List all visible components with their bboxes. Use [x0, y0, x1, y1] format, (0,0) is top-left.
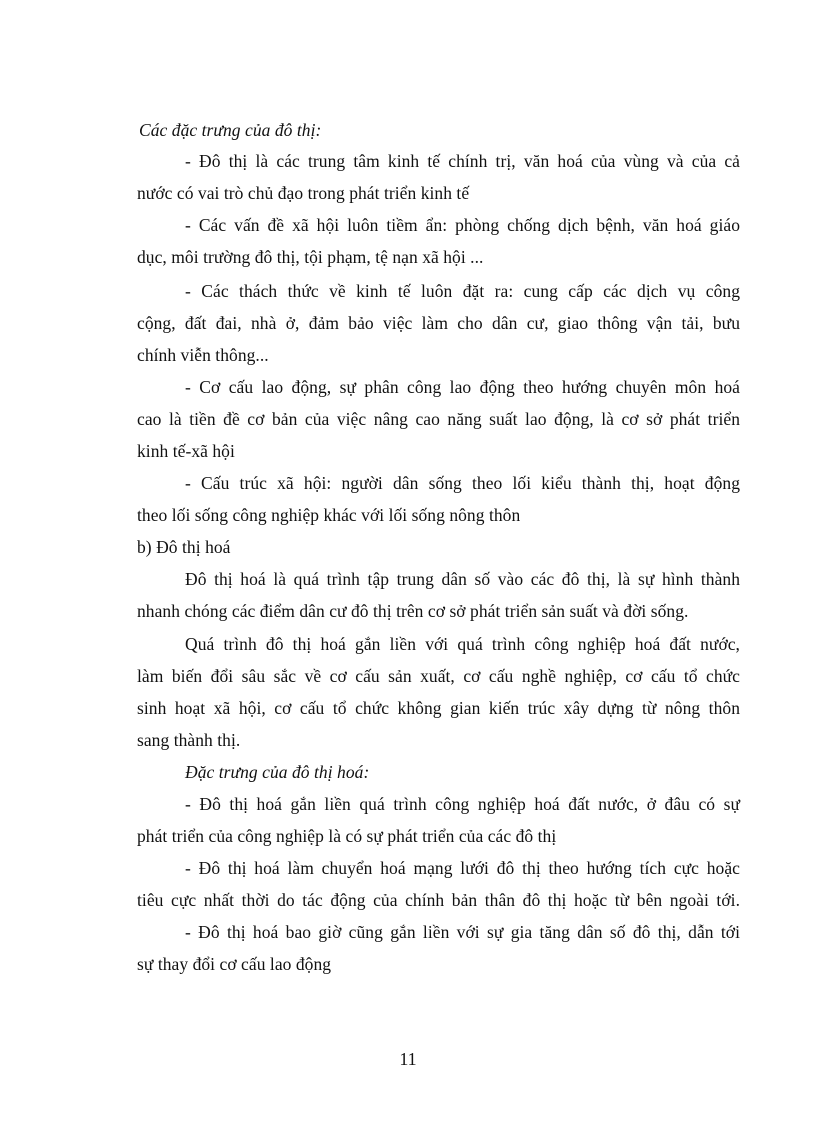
- paragraph-line: - Đô thị là các trung tâm kinh tế chính trị, văn hoá của vùng và của cả: [185, 151, 740, 171]
- paragraph-line: theo lối sống công nghiệp khác với lối sống nông thôn: [137, 505, 521, 525]
- paragraph-line: kinh tế-xã hội: [137, 441, 235, 461]
- paragraph-line: - Các thách thức về kinh tế luôn đặt ra: cung cấp các dịch vụ công: [185, 281, 740, 301]
- section-heading-urban-characteristics: Các đặc trưng của đô thị:: [139, 120, 322, 140]
- paragraph-line: phát triển của công nghiệp là có sự phát triển của các đô thị: [137, 826, 557, 846]
- paragraph-line: làm biến đổi sâu sắc về cơ cấu sản xuất, cơ cấu nghề nghiệp, cơ cấu tổ chức: [137, 666, 740, 686]
- paragraph-line: - Cấu trúc xã hội: người dân sống theo lối kiểu thành thị, hoạt động: [185, 473, 740, 493]
- paragraph-line: Quá trình đô thị hoá gắn liền với quá trình công nghiệp hoá đất nước,: [185, 634, 740, 654]
- paragraph-line: tiêu cực nhất thời do tác động của chính bản thân đô thị hoặc từ bên ngoài tới.: [137, 890, 740, 910]
- paragraph-line: cộng, đất đai, nhà ở, đảm bảo việc làm cho dân cư, giao thông vận tải, bưu: [137, 313, 740, 333]
- paragraph-line: nước có vai trò chủ đạo trong phát triển kinh tế: [137, 183, 470, 203]
- paragraph-line: nhanh chóng các điểm dân cư đô thị trên cơ sở phát triển sản suất và đời sống.: [137, 601, 689, 621]
- paragraph-line: dục, môi trường đô thị, tội phạm, tệ nạn xã hội ...: [137, 247, 484, 267]
- paragraph-line: - Đô thị hoá bao giờ cũng gắn liền với sự gia tăng dân số đô thị, dẫn tới: [185, 922, 740, 942]
- section-heading-urbanization-characteristics: Đặc trưng của đô thị hoá:: [185, 762, 370, 782]
- paragraph-line: - Đô thị hoá gắn liền quá trình công nghiệp hoá đất nước, ở đâu có sự: [185, 794, 740, 814]
- paragraph-line: sự thay đổi cơ cấu lao động: [137, 954, 332, 974]
- paragraph-line: - Cơ cấu lao động, sự phân công lao động theo hướng chuyên môn hoá: [185, 377, 740, 397]
- section-heading-urbanization: b) Đô thị hoá: [137, 537, 231, 557]
- paragraph-line: chính viễn thông...: [137, 345, 269, 365]
- paragraph-line: sang thành thị.: [137, 730, 241, 750]
- page-number: 11: [399, 1049, 417, 1069]
- paragraph-line: - Đô thị hoá làm chuyển hoá mạng lưới đô thị theo hướng tích cực hoặc: [185, 858, 740, 878]
- paragraph-line: cao là tiền đề cơ bản của việc nâng cao năng suất lao động, là cơ sở phát triển: [137, 409, 740, 429]
- paragraph-line: - Các vấn đề xã hội luôn tiềm ẩn: phòng chống dịch bệnh, văn hoá giáo: [185, 215, 740, 235]
- paragraph-line: sinh hoạt xã hội, cơ cấu tổ chức không gian kiến trúc xây dựng từ nông thôn: [137, 698, 740, 718]
- paragraph-line: Đô thị hoá là quá trình tập trung dân số vào các đô thị, là sự hình thành: [185, 569, 740, 589]
